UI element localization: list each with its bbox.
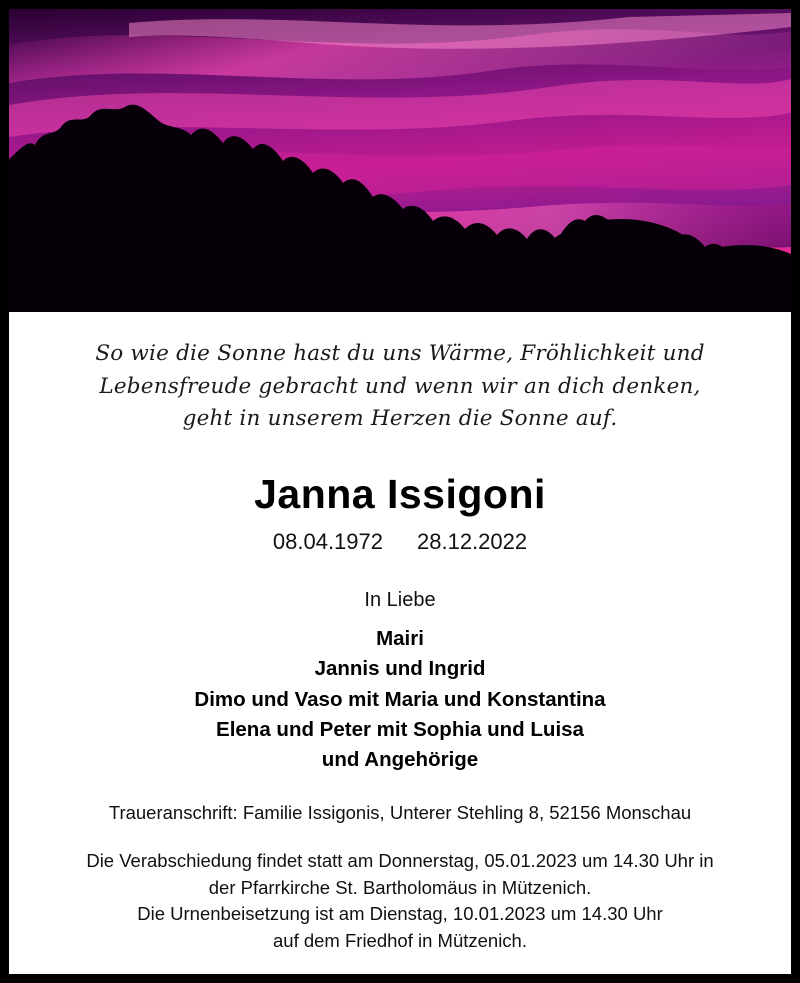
memorial-verse bbox=[70, 338, 730, 436]
death-date: 28.12.2022 bbox=[417, 529, 528, 555]
service-details bbox=[39, 848, 761, 955]
family-list bbox=[39, 624, 761, 776]
service-line: Die Verabschiedung findet statt am Donnerstag, 05.01.2023 um 14.30 Uhr in bbox=[86, 849, 714, 871]
sunset-illustration bbox=[9, 9, 791, 312]
obituary-text bbox=[9, 312, 791, 965]
in-love-label: In Liebe bbox=[364, 589, 436, 612]
service-line: auf dem Friedhof in Mützenich. bbox=[273, 930, 527, 952]
family-line: und Angehörige bbox=[321, 748, 479, 772]
service-line: der Pfarrkirche St. Bartholomäus in Mützenich. bbox=[208, 876, 592, 898]
birth-date: 08.04.1972 bbox=[272, 529, 383, 555]
family-line: Mairi bbox=[376, 627, 424, 651]
family-line: Elena und Peter mit Sophia und Luisa bbox=[216, 718, 584, 742]
mourning-address: Traueranschrift: Familie Issigonis, Unterer Stehling 8, 52156 Monschau bbox=[108, 801, 692, 823]
family-line: Jannis und Ingrid bbox=[314, 657, 486, 681]
verse-line: Lebensfreude gebracht und wenn wir an dich denken, bbox=[99, 373, 701, 399]
service-line: Die Urnenbeisetzung ist am Dienstag, 10.01.2023 um 14.30 Uhr bbox=[137, 903, 663, 925]
life-dates bbox=[39, 529, 761, 555]
sunset-trees-photo bbox=[9, 9, 791, 312]
deceased-name: Janna Issigoni bbox=[254, 471, 546, 518]
verse-line: geht in unserem Herzen die Sonne auf. bbox=[182, 406, 618, 432]
verse-line: So wie die Sonne hast du uns Wärme, Fröhlichkeit und bbox=[95, 341, 705, 366]
family-line: Dimo und Vaso mit Maria und Konstantina bbox=[194, 687, 606, 711]
